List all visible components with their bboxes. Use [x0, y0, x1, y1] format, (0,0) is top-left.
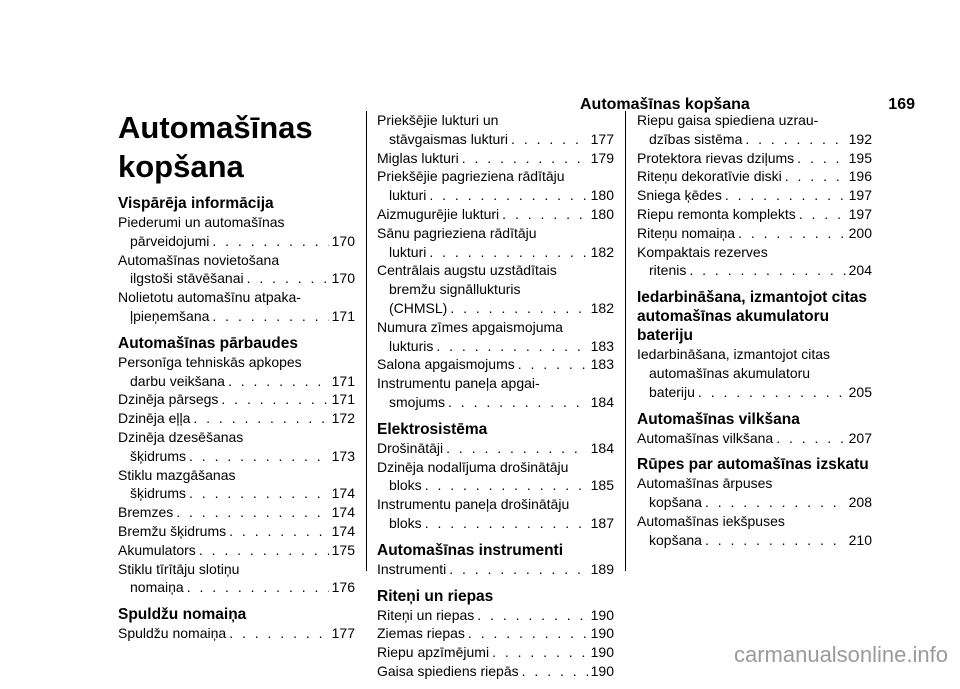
- toc-entry-text: lukturi: [389, 243, 427, 260]
- toc-entry[interactable]: [637, 474, 872, 512]
- toc-entry-text: lukturis: [389, 337, 434, 354]
- toc-page-number: 210: [848, 531, 872, 548]
- toc-entry-text: Instrumentu paneļa apgai-: [377, 375, 540, 392]
- toc-page-number: 171: [331, 307, 355, 324]
- toc-entry-text: bloks: [389, 514, 422, 531]
- toc-page-number: 190: [590, 662, 614, 679]
- toc-entry-text: kopšana: [649, 531, 702, 548]
- toc-page-number: 197: [848, 187, 872, 204]
- toc-entry[interactable]: [377, 560, 614, 579]
- toc-entry-text: Akumulators: [118, 541, 196, 558]
- toc-entry-line: [118, 372, 355, 391]
- toc-entry[interactable]: [118, 560, 355, 598]
- toc-entry-line: [118, 409, 355, 428]
- toc-entry-text: Iedarbināšana, izmantojot citas: [637, 346, 830, 363]
- toc-entry-text: Riteņu dekoratīvie diski: [637, 168, 782, 185]
- dot-leader: [797, 149, 845, 168]
- toc-section: [637, 455, 872, 549]
- toc-entry-line: [637, 130, 872, 149]
- toc-entry-text: Spuldžu nomaiņa: [118, 625, 227, 642]
- dot-leader: [462, 149, 588, 168]
- toc-entry[interactable]: [377, 439, 614, 458]
- dot-leader: [436, 337, 587, 356]
- toc-entry-text: smojums: [389, 393, 446, 410]
- toc-page-number: 205: [848, 383, 872, 400]
- toc-entry[interactable]: [377, 374, 614, 412]
- toc-entry[interactable]: [637, 243, 872, 281]
- toc-entry[interactable]: [637, 205, 872, 224]
- dot-leader: [450, 299, 587, 318]
- toc-column-3: [637, 111, 872, 558]
- toc-entry-text: kopšana: [649, 494, 702, 511]
- toc-entry-line: [377, 299, 614, 318]
- toc-page-number: 184: [590, 393, 614, 410]
- toc-entry-text: Automašīnas vilkšana: [637, 429, 774, 446]
- toc-entry-line: [118, 578, 355, 597]
- toc-entry[interactable]: [118, 390, 355, 409]
- toc-entry[interactable]: [637, 345, 872, 401]
- toc-entry[interactable]: [377, 643, 614, 662]
- toc-entry-text: ļpieņemšana: [130, 307, 210, 324]
- toc-page-number: 187: [590, 514, 614, 531]
- chapter-title: Automašīnas kopšana: [118, 110, 313, 184]
- dot-leader: [738, 224, 846, 243]
- toc-entry-text: ilgstoši stāvēšanai: [130, 270, 244, 287]
- toc-entry-text: Stiklu tīrītāju slotiņu: [118, 560, 240, 577]
- toc-entry-text: Centrālais augstu uzstādītais: [377, 262, 557, 279]
- toc-page-number: 170: [331, 270, 355, 287]
- toc-page-number: 183: [590, 337, 614, 354]
- column-divider: [625, 111, 626, 571]
- toc-entry-text: dzības sistēma: [649, 130, 743, 147]
- toc-entry-line: [377, 337, 614, 356]
- toc-entry-text: Instrumenti: [377, 560, 447, 577]
- watermark-text: carmanualsonline.info: [733, 642, 948, 667]
- toc-entry-text: Riepu gaisa spiediena uzrau-: [637, 112, 819, 128]
- dot-leader: [477, 606, 587, 625]
- toc-entry[interactable]: [637, 111, 872, 149]
- dot-leader: [189, 484, 329, 503]
- toc-entry-line: [637, 149, 872, 168]
- toc-page-number: 180: [590, 205, 614, 222]
- toc-entry-text: automašīnas akumulatoru: [649, 364, 811, 381]
- dot-leader: [176, 503, 328, 522]
- toc-entry-text: ritenis: [649, 262, 687, 279]
- toc-entry-text: Automašīnas novietošana: [118, 251, 280, 268]
- toc-entry-text: Piederumi un automašīnas: [118, 214, 285, 230]
- toc-section: [377, 420, 614, 533]
- toc-section: [377, 111, 614, 412]
- dot-leader: [448, 393, 588, 412]
- toc-entry-line: [118, 624, 355, 643]
- toc-entry-line: [377, 130, 614, 149]
- toc-entry[interactable]: [118, 522, 355, 541]
- dot-leader: [189, 447, 329, 466]
- toc-entry[interactable]: [118, 624, 355, 643]
- toc-column-2: [377, 111, 614, 689]
- toc-entry-line: [637, 531, 872, 550]
- toc-entry[interactable]: [377, 167, 614, 205]
- toc-page-number: 189: [590, 560, 614, 577]
- toc-entry-line: [118, 522, 355, 541]
- dot-leader: [776, 429, 845, 448]
- toc-entry-text: Nolietotu automašīnu atpaka-: [118, 289, 301, 306]
- toc-entry[interactable]: [377, 261, 614, 317]
- section-heading: Vispārēja informācija: [118, 195, 274, 212]
- toc-page-number: 175: [331, 541, 355, 558]
- toc-page-number: 171: [331, 391, 355, 408]
- toc-entry-line: [637, 383, 872, 402]
- toc-entry[interactable]: [118, 409, 355, 428]
- dot-leader: [785, 167, 846, 186]
- toc-entry-text: stāvgaismas lukturi: [389, 130, 509, 147]
- toc-entry-text: Instrumentu paneļa drošinātāju: [377, 496, 570, 513]
- toc-page-number: 183: [590, 356, 614, 373]
- toc-entry[interactable]: [377, 149, 614, 168]
- toc-entry-text: Dzinēja eļļa: [118, 410, 191, 427]
- toc-entry-text: Riteņi un riepas: [377, 606, 475, 623]
- section-heading: Automašīnas pārbaudes: [118, 334, 299, 352]
- toc-entry[interactable]: [637, 186, 872, 205]
- section-heading: Automašīnas vilkšana: [637, 410, 800, 428]
- dot-leader: [705, 493, 846, 512]
- toc-page-number: 182: [590, 243, 614, 260]
- toc-page-number: 196: [848, 168, 872, 185]
- toc-entry-line: [377, 243, 614, 262]
- toc-page-number: 174: [331, 485, 355, 502]
- toc-entry-text: Protektora rievas dziļums: [637, 149, 795, 166]
- toc-page-number: 195: [848, 149, 872, 166]
- toc-entry[interactable]: [118, 251, 355, 289]
- toc-entry-text: bateriju: [649, 383, 695, 400]
- toc-entry-text: Priekšējie pagrieziena rādītāju: [377, 168, 565, 185]
- toc-entry-text: Gaisa spiediens riepās: [377, 662, 519, 679]
- toc-entry-line: [118, 541, 355, 560]
- toc-page-number: 208: [848, 494, 872, 511]
- dot-leader: [229, 624, 328, 643]
- toc-entry-line: [377, 624, 614, 643]
- section-heading: Elektrosistēma: [377, 420, 488, 438]
- toc-entry-text: Automašīnas ārpuses: [637, 475, 773, 492]
- dot-leader: [229, 522, 329, 541]
- toc-section: [118, 334, 355, 597]
- toc-page-number: 190: [590, 625, 614, 642]
- toc-entry-text: Riepu apzīmējumi: [377, 644, 490, 661]
- toc-entry-text: Sānu pagrieziena rādītāju: [377, 224, 537, 241]
- toc-entry-line: [377, 560, 614, 579]
- toc-entry[interactable]: [118, 213, 355, 251]
- toc-page-number: 174: [331, 522, 355, 539]
- toc-entry-line: [118, 484, 355, 503]
- toc-column-1: [118, 194, 355, 651]
- toc-entry[interactable]: [637, 512, 872, 550]
- toc-entry-line: [637, 493, 872, 512]
- dot-leader: [468, 624, 588, 643]
- toc-entry-text: Dzinēja pārsegs: [118, 391, 219, 408]
- toc-entry-line: [118, 503, 355, 522]
- dot-leader: [698, 383, 846, 402]
- toc-entry[interactable]: [377, 458, 614, 496]
- toc-entry-line: [377, 606, 614, 625]
- toc-entry-line: [377, 476, 614, 495]
- column-divider: [366, 111, 367, 571]
- toc-entry[interactable]: [377, 205, 614, 224]
- toc-entry-text: Aizmugurējie lukturi: [377, 205, 500, 222]
- toc-entry-line: [637, 205, 872, 224]
- toc-entry-line: [377, 393, 614, 412]
- toc-entry-text: Dzinēja nodalījuma drošinātāju: [377, 458, 569, 475]
- toc-entry-text: (CHMSL): [389, 299, 448, 316]
- section-heading: Rūpes par automašīnas izskatu: [637, 456, 869, 474]
- toc-entry-text: Automašīnas iekšpuses: [637, 512, 785, 529]
- toc-entry[interactable]: [637, 224, 872, 243]
- toc-page-number: 177: [590, 130, 614, 147]
- dot-leader: [187, 578, 329, 597]
- toc-entry[interactable]: [118, 428, 355, 466]
- dot-leader: [705, 531, 846, 550]
- dot-leader: [446, 439, 588, 458]
- dot-leader: [799, 205, 846, 224]
- toc-section: [637, 410, 872, 448]
- toc-page-number: 182: [590, 299, 614, 316]
- toc-page-number: 174: [331, 504, 355, 521]
- toc-entry-line: [118, 390, 355, 409]
- toc-page-number: 190: [590, 606, 614, 623]
- toc-page-number: 173: [331, 447, 355, 464]
- toc-entry-line: [637, 261, 872, 280]
- toc-entry[interactable]: [377, 606, 614, 625]
- toc-entry-text: šķidrums: [130, 485, 187, 502]
- dot-leader: [511, 130, 588, 149]
- toc-page-number: 185: [590, 477, 614, 494]
- toc-page-number: 172: [331, 410, 355, 427]
- toc-page-number: 190: [590, 644, 614, 661]
- page-number: 169: [888, 96, 915, 113]
- toc-entry-line: [377, 205, 614, 224]
- toc-entry[interactable]: [118, 353, 355, 391]
- dot-leader: [429, 186, 587, 205]
- section-heading: Riteņi un riepas: [377, 587, 494, 605]
- toc-entry-line: [377, 355, 614, 374]
- toc-page-number: 171: [331, 372, 355, 389]
- toc-entry-line: [118, 447, 355, 466]
- dot-leader: [518, 355, 588, 374]
- toc-section: [637, 111, 872, 280]
- dot-leader: [492, 643, 588, 662]
- toc-entry[interactable]: [637, 149, 872, 168]
- toc-page-number: 200: [848, 224, 872, 241]
- toc-entry-line: [377, 149, 614, 168]
- toc-entry-text: Drošinātāji: [377, 439, 444, 456]
- toc-page-number: 184: [590, 439, 614, 456]
- toc-page-number: 207: [848, 429, 872, 446]
- dot-leader: [502, 205, 587, 224]
- toc-entry-text: lukturi: [389, 187, 427, 204]
- toc-entry[interactable]: [118, 503, 355, 522]
- toc-entry[interactable]: [118, 288, 355, 326]
- toc-entry-text: Bremžu šķidrums: [118, 522, 227, 539]
- toc-page-number: 179: [590, 149, 614, 166]
- toc-entry-text: Riteņu nomaiņa: [637, 224, 736, 241]
- toc-page-number: 176: [331, 579, 355, 596]
- toc-entry-text: Miglas lukturi: [377, 149, 459, 166]
- toc-entry[interactable]: [377, 355, 614, 374]
- toc-entry-line: [637, 429, 872, 448]
- toc-entry-text: nomaiņa: [130, 579, 184, 596]
- dot-leader: [429, 243, 587, 262]
- toc-entry[interactable]: [377, 224, 614, 262]
- dot-leader: [221, 390, 328, 409]
- toc-entry-text: Dzinēja dzesēšanas: [118, 428, 244, 445]
- toc-entry-line: [118, 307, 355, 326]
- dot-leader: [199, 541, 329, 560]
- toc-entry[interactable]: [377, 624, 614, 643]
- toc-section: [118, 605, 355, 643]
- dot-leader: [425, 476, 588, 495]
- toc-entry-text: pārveidojumi: [130, 232, 210, 249]
- dot-leader: [212, 307, 328, 326]
- dot-leader: [228, 372, 329, 391]
- toc-entry[interactable]: [637, 429, 872, 448]
- toc-entry[interactable]: [118, 466, 355, 504]
- dot-leader: [745, 130, 845, 149]
- toc-entry[interactable]: [377, 495, 614, 533]
- section-heading: Iedarbināšana, izmantojot citas automašīnas akumulatoru bateriju: [637, 289, 867, 345]
- toc-entry-text: bloks: [389, 477, 422, 494]
- toc-entry-line: [637, 167, 872, 186]
- dot-leader: [247, 269, 329, 288]
- dot-leader: [689, 261, 845, 280]
- dot-leader: [212, 232, 328, 251]
- toc-page-number: 197: [848, 205, 872, 222]
- toc-entry-text: Stiklu mazgāšanas: [118, 466, 236, 483]
- section-heading: Spuldžu nomaiņa: [118, 606, 247, 624]
- toc-entry-text: Personīga tehniskās apkopes: [118, 353, 302, 370]
- dot-leader: [425, 514, 588, 533]
- toc-section: [377, 587, 614, 681]
- dot-leader: [725, 186, 846, 205]
- toc-entry-text: Kompaktais rezerves: [637, 243, 768, 260]
- toc-entry-text: Salona apgaismojums: [377, 356, 515, 373]
- toc-entry[interactable]: [637, 167, 872, 186]
- toc-page-number: 177: [331, 625, 355, 642]
- toc-entry-text: Priekšējie lukturi un: [377, 112, 499, 128]
- toc-page-number: 170: [331, 232, 355, 249]
- toc-entry-line: [637, 224, 872, 243]
- toc-entry-line: [377, 186, 614, 205]
- toc-entry-line: [118, 269, 355, 288]
- toc-entry-line: [377, 514, 614, 533]
- toc-page-number: 180: [590, 187, 614, 204]
- toc-entry-line: [637, 186, 872, 205]
- toc-entry[interactable]: [377, 318, 614, 356]
- toc-section: [118, 194, 355, 326]
- toc-section: [637, 288, 872, 401]
- dot-leader: [449, 560, 587, 579]
- toc-entry-text: darbu veikšana: [130, 372, 225, 389]
- toc-entry-text: bremžu signāllukturis: [389, 281, 521, 298]
- toc-entry-text: Numura zīmes apgaismojuma: [377, 318, 563, 335]
- toc-entry[interactable]: [377, 111, 614, 149]
- toc-entry-line: [118, 232, 355, 251]
- toc-entry-line: [377, 643, 614, 662]
- toc-entry-line: [377, 439, 614, 458]
- toc-page-number: 192: [848, 130, 872, 147]
- toc-entry-text: Bremzes: [118, 504, 174, 521]
- toc-entry-text: Sniega ķēdes: [637, 187, 722, 204]
- toc-entry-text: šķidrums: [130, 447, 187, 464]
- toc-entry-text: Riepu remonta komplekts: [637, 205, 796, 222]
- toc-entry[interactable]: [118, 541, 355, 560]
- dot-leader: [193, 409, 328, 428]
- toc-entry-text: Ziemas riepas: [377, 625, 465, 642]
- toc-section: [377, 541, 614, 579]
- section-heading: Automašīnas instrumenti: [377, 541, 564, 559]
- toc-page-number: 204: [848, 262, 872, 279]
- running-header-title: Automašīnas kopšana: [580, 96, 750, 113]
